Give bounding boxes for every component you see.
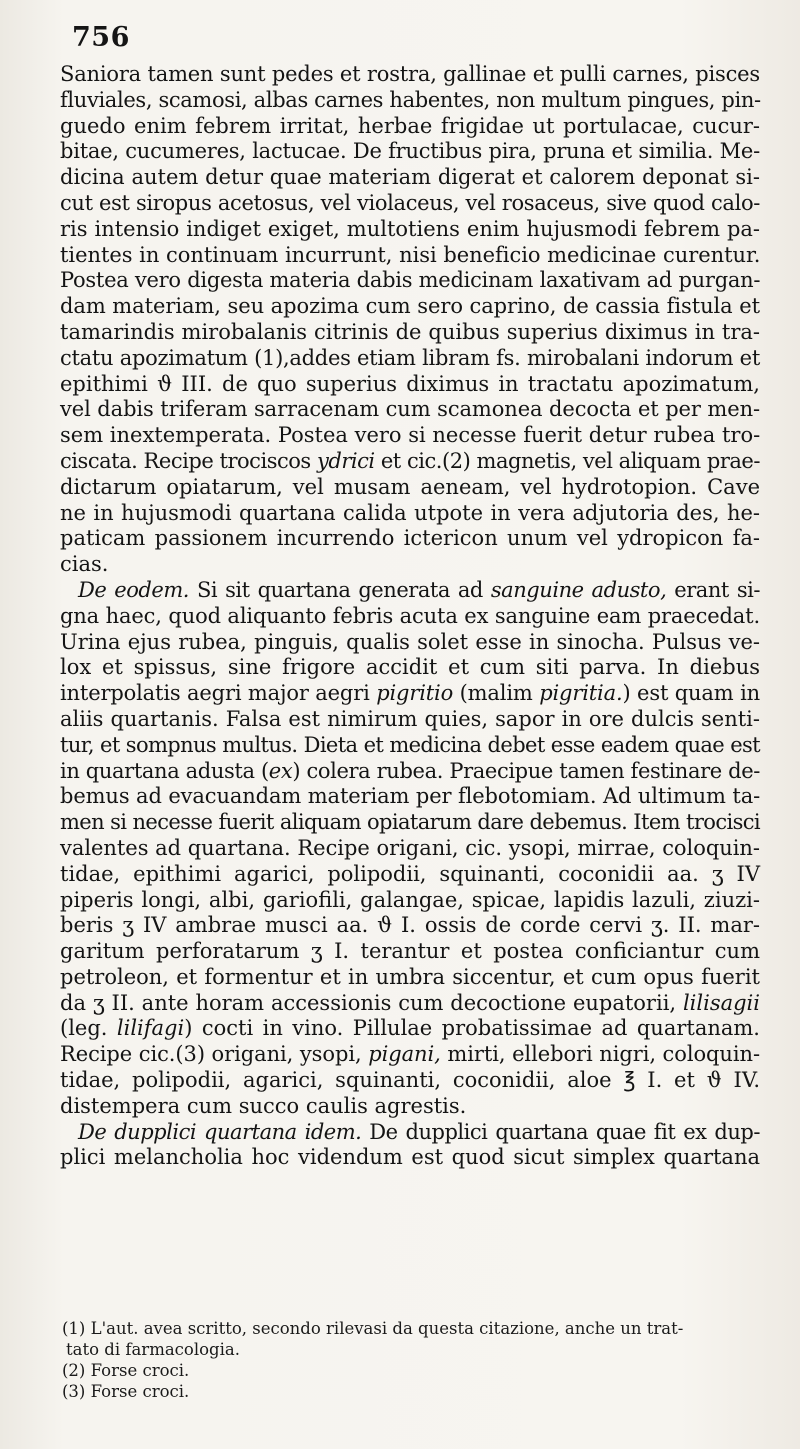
text-segment: cut est siropus acetosus, vel violaceus, vel rosaceus, sive quod calo- bbox=[60, 190, 760, 215]
text-segment: plici melancholia hoc videndum est quod sicut simplex quartana bbox=[60, 1145, 760, 1170]
text-segment: tidae, epithimi agarici, polipodii, squinanti, coconidii aa. ʒ IV bbox=[60, 861, 760, 886]
text-line bbox=[60, 1016, 760, 1042]
text-segment: dam materiam, seu apozima cum sero caprino, de cassia fistula et bbox=[60, 294, 760, 319]
text-segment: (malim bbox=[453, 681, 540, 706]
text-line bbox=[60, 759, 760, 785]
text-line bbox=[60, 913, 760, 939]
text-segment: dicina autem detur quae materiam digerat et calorem deponat si- bbox=[60, 165, 760, 190]
text-segment: guedo enim febrem irritat, herbae frigidae ut portulacae, cucur- bbox=[60, 113, 760, 138]
text-line bbox=[60, 423, 760, 449]
text-segment: fluviales, scamosi, albas carnes habentes, non multum pingues, pin- bbox=[60, 87, 761, 112]
text-segment: in quartana adusta ( bbox=[60, 758, 269, 783]
text-line bbox=[60, 372, 760, 398]
text-segment: valentes ad quartana. Recipe origani, cic. ysopi, mirrae, coloquin- bbox=[60, 835, 760, 860]
text-line bbox=[60, 630, 760, 656]
text-line bbox=[60, 1094, 760, 1120]
text-line bbox=[60, 939, 760, 965]
text-segment: Postea vero digesta materia dabis medicinam laxativam ad purgan- bbox=[60, 268, 761, 293]
text-segment: sem inextemperata. Postea vero si necesse fuerit detur rubea tro- bbox=[60, 423, 761, 448]
text-line bbox=[60, 707, 760, 733]
text-segment: tur, et sompnus multus. Dieta et medicina debet esse eadem quae est bbox=[60, 732, 760, 757]
text-line bbox=[60, 294, 760, 320]
italic-segment: sanguine adusto, bbox=[490, 577, 667, 602]
body-text bbox=[60, 62, 760, 1171]
text-line bbox=[60, 88, 760, 114]
italic-segment: pigritia. bbox=[539, 681, 623, 706]
text-line bbox=[60, 888, 760, 914]
text-line bbox=[60, 526, 760, 552]
text-segment: Si sit quartana generata ad bbox=[189, 577, 491, 602]
text-line bbox=[60, 784, 760, 810]
text-segment: ) est quam in bbox=[622, 681, 760, 706]
text-segment: gna haec, quod aliquanto febris acuta ex sanguine eam praecedat. bbox=[60, 603, 760, 628]
text-segment: men si necesse fuerit aliquam opiatarum dare debemus. Item trocisci bbox=[60, 810, 760, 835]
text-line bbox=[60, 965, 760, 991]
text-line bbox=[60, 320, 760, 346]
italic-segment: pigani, bbox=[368, 1042, 441, 1067]
text-line bbox=[60, 114, 760, 140]
text-line bbox=[60, 191, 760, 217]
text-segment: interpolatis aegri major aegri bbox=[60, 681, 377, 706]
text-line bbox=[60, 836, 760, 862]
text-line bbox=[60, 810, 760, 836]
footnote-1-line-2: tato di farmacologia. bbox=[66, 1340, 240, 1359]
footnote-1-line-1: (1) L'aut. avea scritto, secondo rilevasi da questa citazione, anche un trat- bbox=[62, 1319, 684, 1338]
text-segment: ctatu apozimatum (1),addes etiam libram fs. mirobalani indorum et bbox=[60, 345, 760, 370]
text-segment: tidae, polipodii, agarici, squinanti, coconidii, aloe ℥ I. et ϑ IV. bbox=[60, 1068, 760, 1093]
text-line bbox=[60, 1042, 760, 1068]
italic-segment: ydrici bbox=[316, 448, 375, 473]
italic-segment: De eodem. bbox=[78, 577, 190, 602]
text-segment: et cic.(2) magnetis, vel aliquam prae- bbox=[374, 448, 760, 473]
text-line bbox=[60, 1120, 760, 1146]
text-line bbox=[60, 217, 760, 243]
text-segment: vel dabis triferam sarracenam cum scamonea decocta et per men- bbox=[60, 397, 760, 422]
text-segment: piperis longi, albi, gariofili, galangae, spicae, lapidis lazuli, ziuzi- bbox=[60, 887, 760, 912]
text-line bbox=[60, 397, 760, 423]
text-line bbox=[60, 139, 760, 165]
page-number: 756 bbox=[72, 22, 130, 53]
text-segment: ris intensio indiget exiget, multotiens enim hujusmodi febrem pa- bbox=[60, 216, 760, 241]
text-line bbox=[60, 604, 760, 630]
text-segment: (leg. bbox=[60, 1016, 117, 1041]
italic-segment: lilifagi bbox=[116, 1016, 185, 1041]
text-line bbox=[60, 1145, 760, 1171]
text-segment: dictarum opiatarum, vel musam aeneam, vel hydrotopion. Cave bbox=[60, 474, 760, 499]
text-segment: garitum perforatarum ʒ I. terantur et postea conficiantur cum bbox=[60, 939, 760, 964]
text-segment: distempera cum succo caulis agrestis. bbox=[60, 1093, 467, 1118]
text-segment: lox et spissus, sine frigore accidit et cum siti parva. In diebus bbox=[60, 655, 760, 680]
text-segment: da ʒ II. ante horam accessionis cum decoctione eupatorii, bbox=[60, 990, 683, 1015]
text-line bbox=[60, 243, 760, 269]
text-line bbox=[60, 733, 760, 759]
italic-segment: De dupplici quartana idem. bbox=[78, 1119, 362, 1144]
text-segment: epithimi ϑ III. de quo superius diximus in tractatu apozimatum, bbox=[60, 371, 760, 396]
text-line bbox=[60, 475, 760, 501]
text-segment: ne in hujusmodi quartana calida utpote in vera adjutoria des, he- bbox=[60, 500, 760, 525]
text-line bbox=[60, 62, 760, 88]
text-line bbox=[60, 449, 760, 475]
text-line bbox=[60, 346, 760, 372]
footnote-3: (3) Forse croci. bbox=[62, 1382, 190, 1401]
text-segment: bemus ad evacuandam materiam per flebotomiam. Ad ultimum ta- bbox=[60, 784, 761, 809]
text-segment: De dupplici quartana quae fit ex dup- bbox=[361, 1119, 760, 1144]
text-line bbox=[60, 862, 760, 888]
italic-segment: pigritio bbox=[376, 681, 454, 706]
text-segment: ) cocti in vino. Pillulae probatissimae ad quartanam. bbox=[184, 1016, 760, 1041]
text-segment: tientes in continuam incurrunt, nisi beneficio medicinae curentur. bbox=[60, 242, 761, 267]
text-line bbox=[60, 655, 760, 681]
text-segment: Recipe cic.(3) origani, ysopi, bbox=[60, 1042, 369, 1067]
italic-segment: lilisagii bbox=[682, 990, 760, 1015]
text-segment: petroleon, et formentur et in umbra siccentur, et cum opus fuerit bbox=[60, 964, 760, 989]
text-segment: mirti, ellebori nigri, coloquin- bbox=[440, 1042, 760, 1067]
text-line bbox=[60, 578, 760, 604]
text-segment: ) colera rubea. Praecipue tamen festinare de- bbox=[292, 758, 760, 783]
text-segment: cias. bbox=[60, 552, 109, 577]
text-line bbox=[60, 552, 760, 578]
text-segment: beris ʒ IV ambrae musci aa. ϑ I. ossis de corde cervi ʒ. II. mar- bbox=[60, 913, 760, 938]
text-segment: tamarindis mirobalanis citrinis de quibus superius diximus in tra- bbox=[60, 319, 760, 344]
text-segment: Urina ejus rubea, pinguis, qualis solet esse in sinocha. Pulsus ve- bbox=[60, 629, 760, 654]
text-segment: bitae, cucumeres, lactucae. De fructibus pira, pruna et similia. Me- bbox=[60, 139, 760, 164]
text-segment: ciscata. Recipe trociscos bbox=[60, 448, 317, 473]
text-line bbox=[60, 165, 760, 191]
footnotes bbox=[62, 1318, 762, 1402]
footnote-2: (2) Forse croci. bbox=[62, 1361, 190, 1380]
text-segment: aliis quartanis. Falsa est nimirum quies, sapor in ore dulcis senti- bbox=[60, 706, 760, 731]
italic-segment: ex bbox=[268, 758, 293, 783]
text-line bbox=[60, 681, 760, 707]
text-line bbox=[60, 1068, 760, 1094]
text-segment: Saniora tamen sunt pedes et rostra, gallinae et pulli carnes, pisces bbox=[60, 62, 760, 86]
text-segment: erant si- bbox=[666, 577, 761, 602]
text-line bbox=[60, 501, 760, 527]
text-segment: paticam passionem incurrendo ictericon unum vel ydropicon fa- bbox=[60, 526, 760, 551]
text-line bbox=[60, 268, 760, 294]
text-line bbox=[60, 991, 760, 1017]
